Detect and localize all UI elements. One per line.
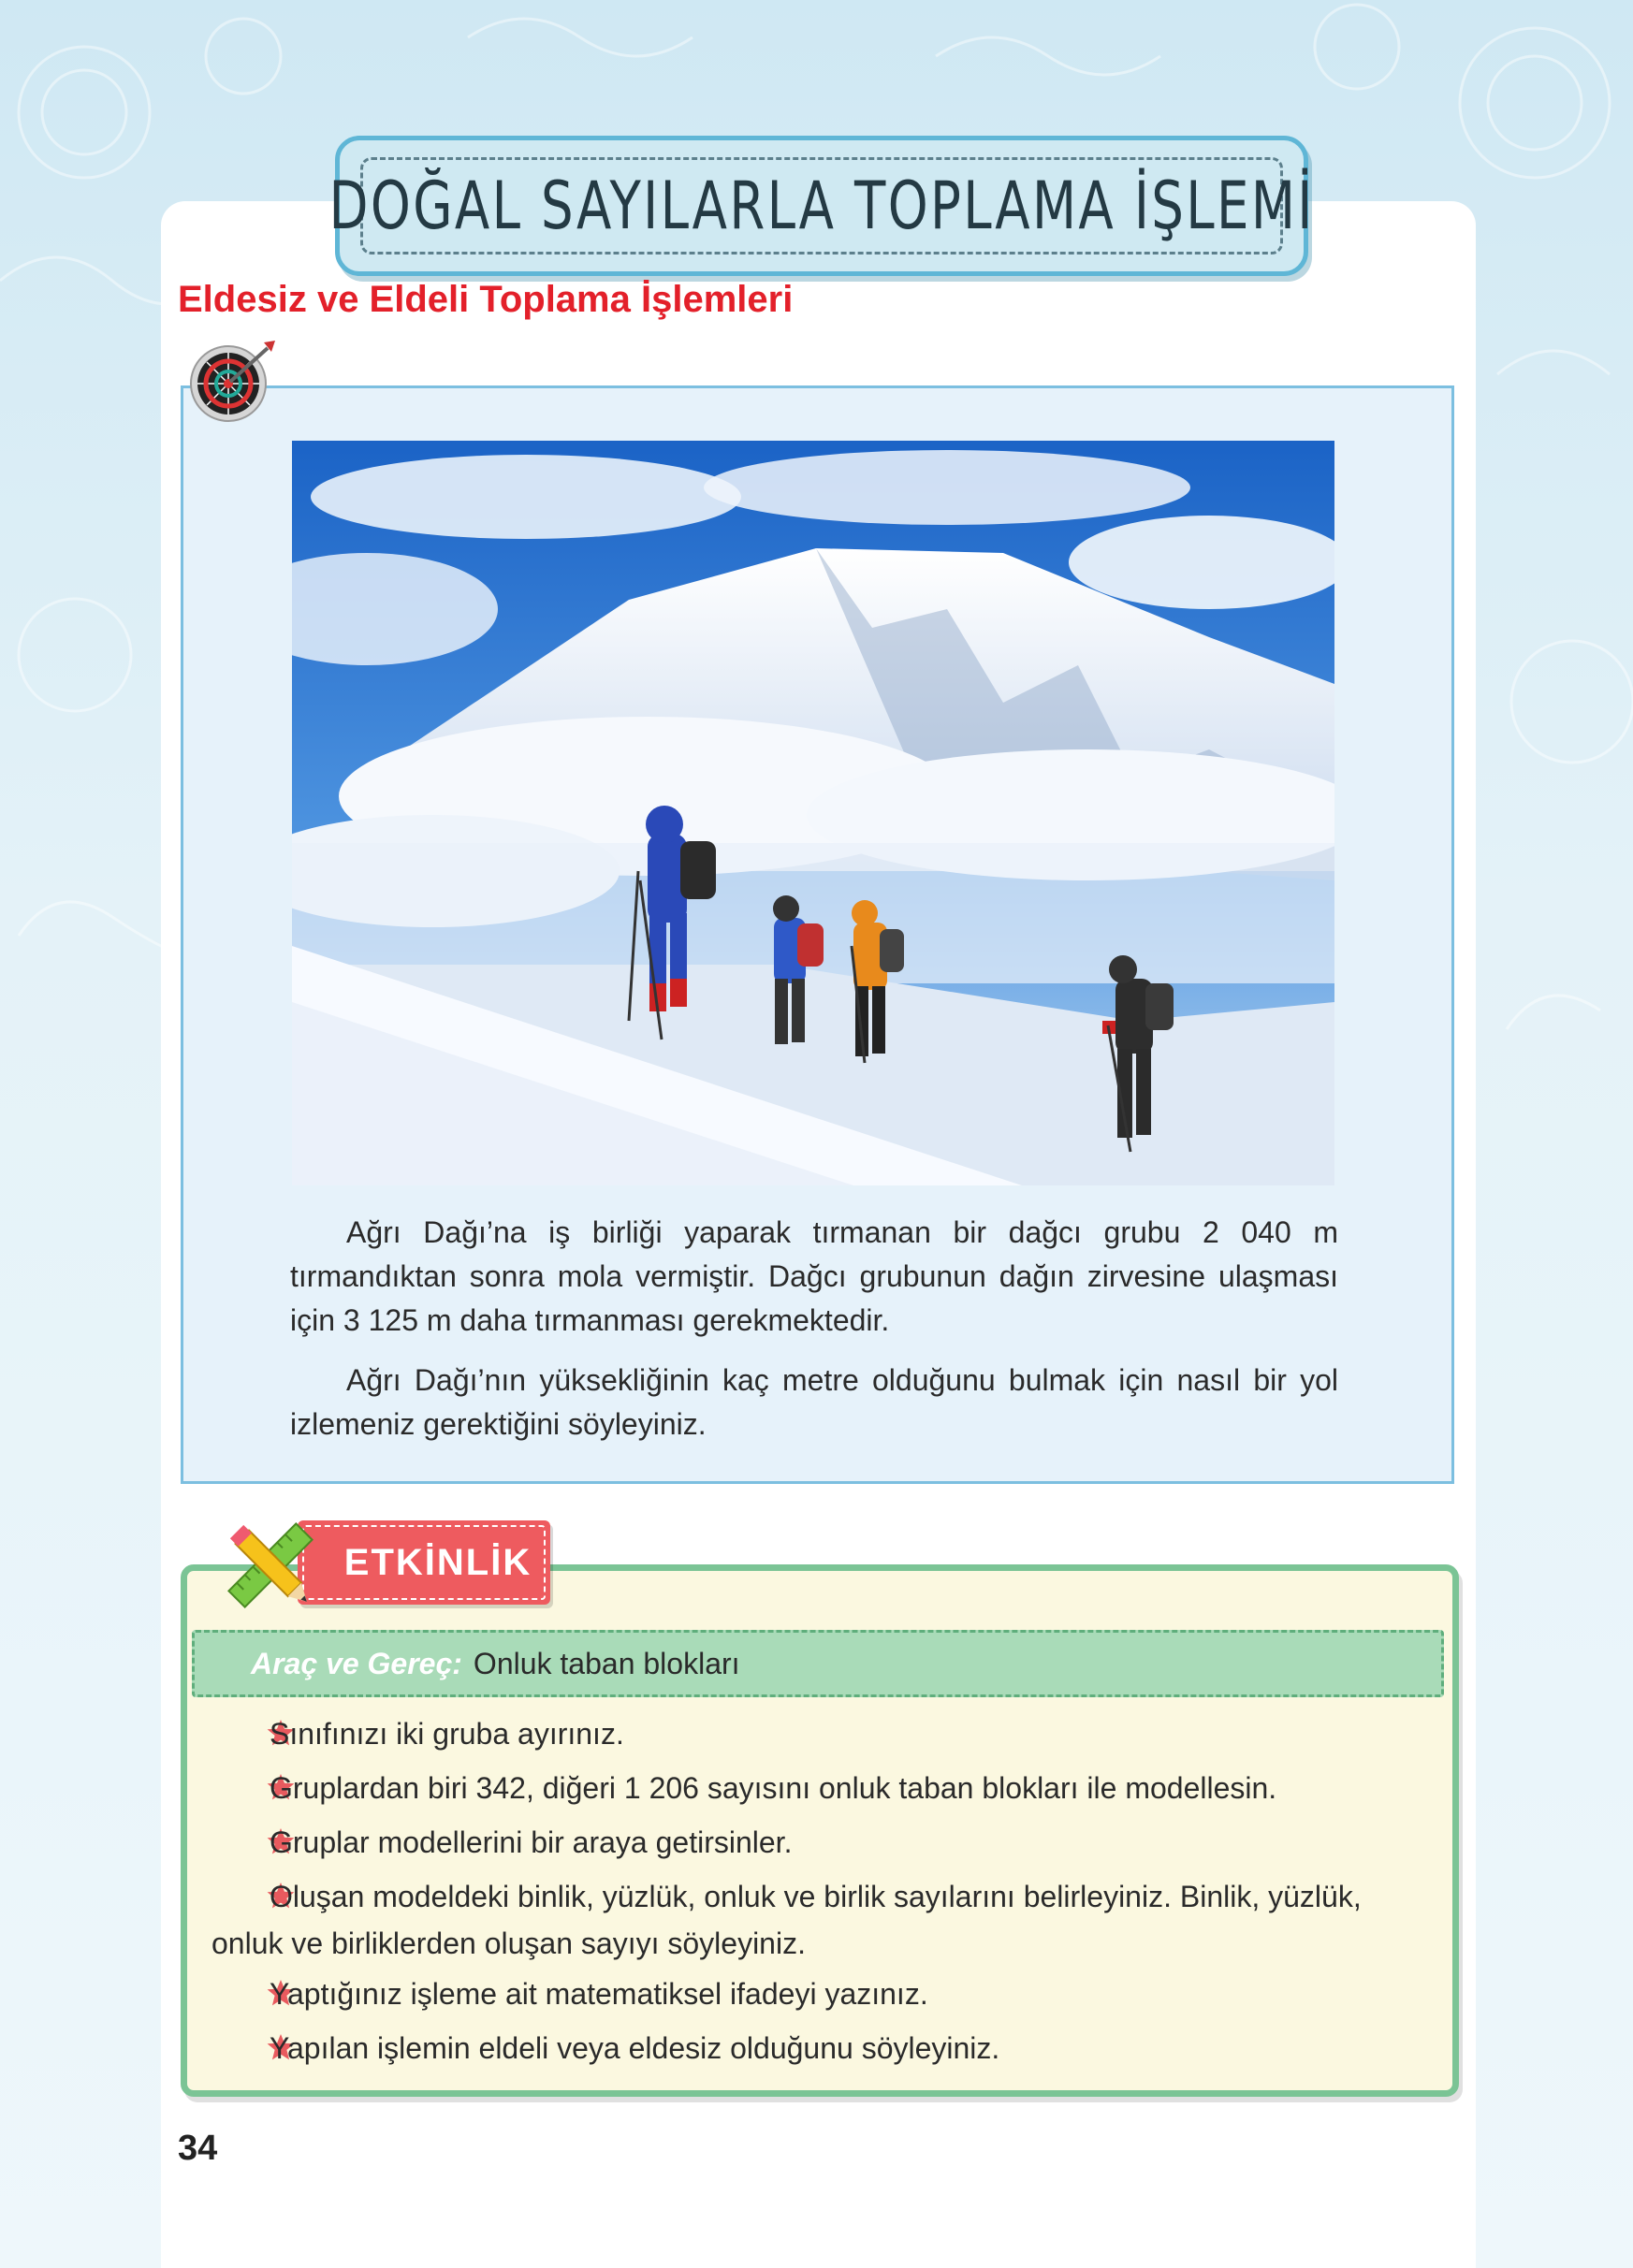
page-number: 34: [178, 2129, 218, 2168]
pencil-ruler-icon: [213, 1508, 328, 1622]
problem-paragraph-1: Ağrı Dağı’na iş birliği yaparak tırmanan bir dağcı grubu 2 040 m tırmandıktan sonra mola vermiştir. Dağcı grubunun dağın zirvesine ulaşması için 3 125 m daha tırmanması gerekmektedir.: [290, 1215, 1338, 1337]
title-banner: [328, 136, 1315, 276]
tools-bar: [192, 1630, 1444, 1697]
activity-step: Yapılan işlemin eldeli veya eldesiz olduğunu söyleyiniz.: [270, 2031, 1000, 2065]
section-heading: Eldesiz ve Eldeli Toplama İşlemleri: [178, 279, 794, 320]
title-frame: [328, 157, 1315, 254]
activity-step: Gruplardan biri 342, diğeri 1 206 sayısını onluk taban blokları ile modellesin.: [270, 1771, 1277, 1805]
dartboard-icon: [185, 335, 279, 429]
tools-value: Onluk taban blokları: [473, 1646, 740, 1680]
mountain-climbers-photo: [292, 441, 1334, 1185]
activity-step: Oluşan modeldeki binlik, yüzlük, onluk ve birlik sayılarını belirleyiniz. Binlik, yüzlük, onluk ve birliklerden oluşan sayıyı söyleyiniz.: [211, 1880, 1362, 1960]
activity-badge-frame: [302, 1525, 546, 1600]
activity-badge: [298, 1520, 550, 1605]
activity-step: Sınıfınızı iki gruba ayırınız.: [270, 1717, 624, 1751]
activity-step: Gruplar modellerini bir araya getirsinler.: [270, 1825, 793, 1859]
activity-badge-label: ETKİNLİK: [343, 1541, 532, 1583]
tools-label: Araç ve Gereç:: [251, 1646, 462, 1680]
activity-step: Yaptığınız işleme ait matematiksel ifadeyi yazınız.: [270, 1977, 928, 2011]
problem-paragraph-2: Ağrı Dağı’nın yüksekliğinin kaç metre olduğunu bulmak için nasıl bir yol izlemeniz gerektiğini söyleyiniz.: [290, 1363, 1338, 1441]
page-title: DOĞAL SAYILARLA TOPLAMA İŞLEMİ: [328, 167, 1315, 244]
